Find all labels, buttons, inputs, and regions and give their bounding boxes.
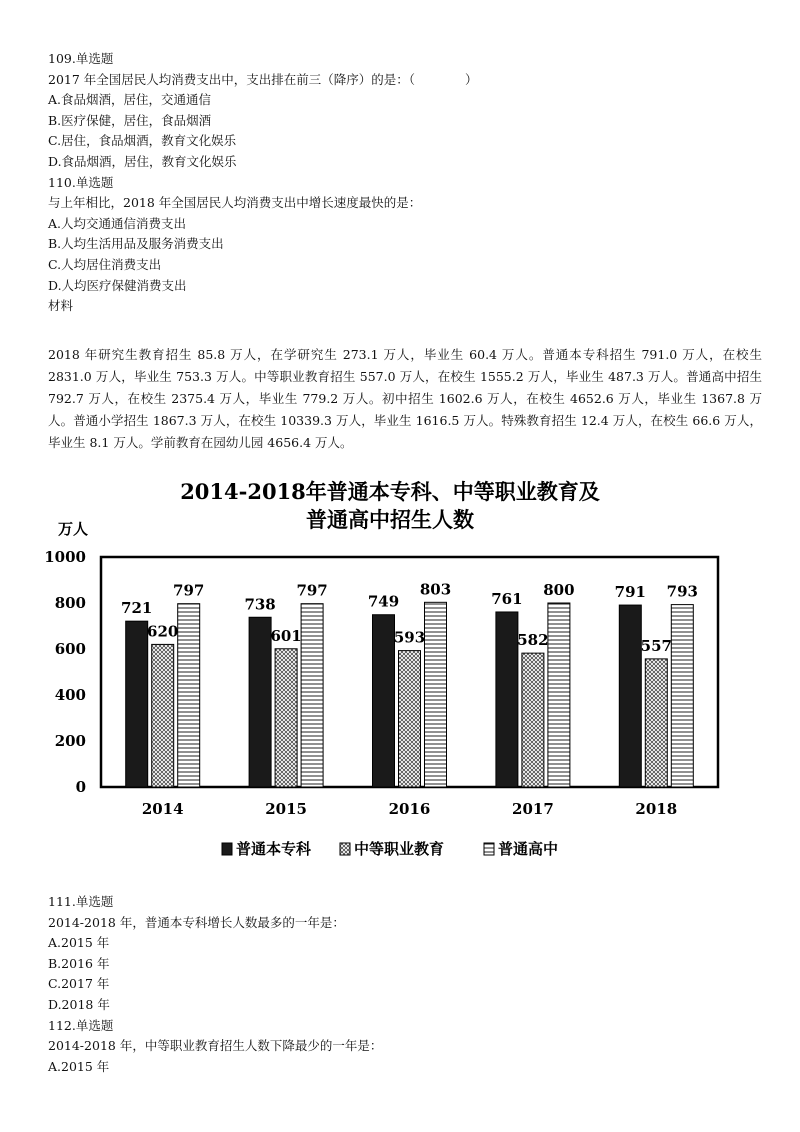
bar <box>671 605 693 787</box>
bar-value-label: 557 <box>640 636 672 655</box>
material-heading: 材料 <box>48 298 74 314</box>
bar-value-label: 749 <box>367 592 400 611</box>
x-tick-label: 2018 <box>635 800 678 818</box>
bar <box>126 621 148 787</box>
x-axis-ticks <box>142 800 677 818</box>
enrollment-bar-chart <box>0 470 800 875</box>
legend-label: 普通高中 <box>498 840 559 858</box>
bar-value-label: 797 <box>173 581 205 600</box>
x-tick-label: 2017 <box>512 800 554 818</box>
bar <box>178 604 200 787</box>
bar <box>425 602 447 787</box>
bar <box>496 612 518 787</box>
y-tick-label: 200 <box>54 732 86 750</box>
bar <box>152 644 174 787</box>
legend-swatch <box>340 843 350 855</box>
bar-value-label: 582 <box>517 631 549 650</box>
bar-value-label: 721 <box>121 599 153 618</box>
questions-109-110 <box>48 49 760 317</box>
question-number: 112.单选题 <box>48 1017 114 1033</box>
bar <box>548 603 570 787</box>
bar-value-label: 803 <box>419 580 452 599</box>
bar-value-label: 797 <box>296 581 328 600</box>
material-paragraph: 2018 年研究生教育招生 85.8 万人，在学研究生 273.1 万人，毕业生 60.4 万人。普通本专科招生 791.0 万人，在校生 2831.0 万人，毕业生 753.3 万人。中等职业教育招生 557.0 万人，在校生 1555.2 万人，毕业生 487.3 万人。普通高中招生 792.7 万人，在校生 2375.4 万人，毕业生 779.2 万人。初中招生 1602.6 万人，在校生 4652.6 万人，毕业生 1367.8 万人。普通小学招生 1867.3 万人，在校生 10339.3 万人，毕业生 1616.5 万人。特殊教育招生 12.4 万人，在校生 66.6 万人，毕业生 8.1 万人。学前教育在园幼儿园 4656.4 万人。 <box>48 347 762 450</box>
x-tick-label: 2016 <box>388 800 431 818</box>
option-c: C.人均居住消费支出 <box>48 256 162 272</box>
y-axis-unit-label: 万人 <box>58 520 89 538</box>
option-d: D.2018 年 <box>48 996 110 1012</box>
bar <box>301 604 323 787</box>
option-a: A.食品烟酒，居住，交通通信 <box>48 92 212 108</box>
bar-value-label: 793 <box>666 582 698 601</box>
option-c: C.2017 年 <box>48 976 110 992</box>
option-d: D.食品烟酒，居住，教育文化娱乐 <box>48 153 237 169</box>
bar-value-label: 800 <box>543 581 575 599</box>
y-tick-label: 600 <box>54 640 86 658</box>
bar-value-label: 620 <box>147 622 179 641</box>
question-number: 111.单选题 <box>48 894 114 909</box>
option-d: D.人均医疗保健消费支出 <box>48 277 187 293</box>
option-b: B.人均生活用品及服务消费支出 <box>48 236 224 252</box>
question-number: 109.单选题 <box>48 51 114 66</box>
bar <box>399 651 421 787</box>
bar <box>645 659 667 787</box>
option-a: A.2015 年 <box>48 1058 110 1074</box>
bar <box>249 617 271 787</box>
y-tick-label: 1000 <box>44 548 86 566</box>
option-b: B.2016 年 <box>48 955 110 971</box>
chart-legend <box>222 840 558 858</box>
x-tick-label: 2014 <box>141 800 184 818</box>
y-axis-ticks <box>44 548 86 796</box>
question-stem: 2017 年全国居民人均消费支出中，支出排在前三（降序）的是：（ ） <box>48 71 478 87</box>
option-b: B.医疗保健，居住，食品烟酒 <box>48 112 212 128</box>
bar-value-label: 791 <box>614 583 646 602</box>
bar <box>619 605 641 787</box>
option-a: A.2015 年 <box>48 935 110 951</box>
option-a: A.人均交通通信消费支出 <box>48 215 187 231</box>
option-c: C.居住，食品烟酒，教育文化娱乐 <box>48 133 237 149</box>
legend-label: 中等职业教育 <box>354 840 445 858</box>
question-stem: 与上年相比，2018 年全国居民人均消费支出中增长速度最快的是： <box>48 195 422 211</box>
y-tick-label: 0 <box>75 778 86 796</box>
bar-value-label: 593 <box>393 628 426 647</box>
question-number: 110.单选题 <box>48 174 114 190</box>
question-stem: 2014-2018 年，普通本专科增长人数最多的一年是： <box>48 914 345 930</box>
legend-label: 普通本专科 <box>236 840 312 858</box>
y-tick-label: 800 <box>54 594 86 612</box>
y-tick-label: 400 <box>54 686 86 704</box>
bar <box>373 615 395 787</box>
bar <box>522 653 544 787</box>
legend-swatch <box>484 843 494 855</box>
bar-value-label: 761 <box>491 589 523 608</box>
bar <box>275 649 297 787</box>
bar-value-label: 601 <box>270 626 302 645</box>
questions-111-112 <box>48 892 760 1077</box>
chart-title-line-1: 2014-2018年普通本专科、中等职业教育及 <box>180 479 600 504</box>
chart-title-line-2: 普通高中招生人数 <box>306 507 474 532</box>
question-stem: 2014-2018 年，中等职业教育招生人数下降最少的一年是： <box>48 1038 383 1054</box>
bar-value-label: 738 <box>244 595 276 614</box>
legend-swatch <box>222 843 232 855</box>
x-tick-label: 2015 <box>265 800 307 818</box>
